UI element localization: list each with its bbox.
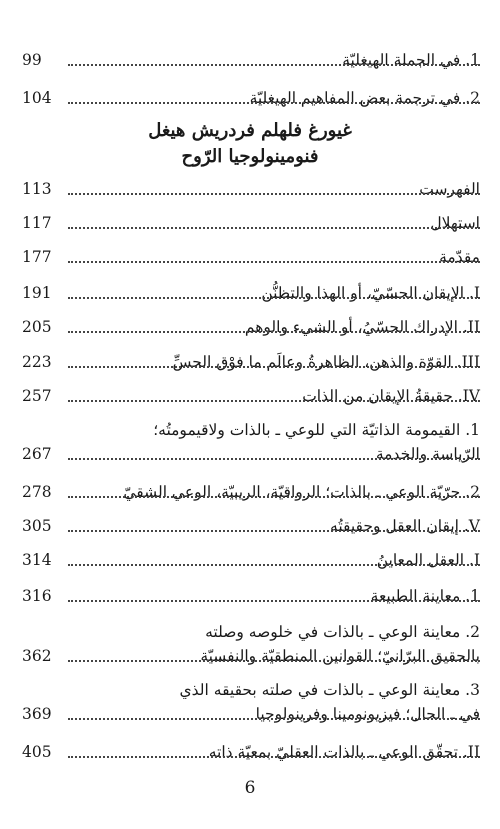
toc-entry [22,740,480,764]
toc-row [22,86,480,110]
toc-entry [22,86,480,110]
toc-row [22,281,480,305]
toc-entry-title: مقدّمة [433,245,480,269]
toc-entry-title: في ـ الحال؛ فيزيونومينا وفرينولوجيا [250,702,480,726]
toc-row [22,177,480,201]
toc-entry [22,514,480,538]
toc-entry-lead-line: 2. معاينة الوعي ـ بالذات في خلوصه وصلته [205,623,480,641]
dot-leader [68,261,480,263]
dot-leader [68,102,480,104]
toc-row [22,315,480,339]
dot-leader [68,64,480,66]
dot-leader [68,496,480,498]
toc-entry-title: الرّياسة والخدمة [370,442,480,466]
toc-entry-title: 1. في الجملة الهيغليّة [336,48,480,72]
toc-row [22,48,480,72]
toc-row [22,480,480,504]
dot-leader [68,366,480,368]
toc-entry-title: استهلال [424,211,480,235]
toc-entry [22,281,480,305]
toc-entry-title: II. تحقّق الوعي ـ بالذات العقليّ بمعيّة ذاته [203,740,480,764]
toc-page-number: 405 [22,743,52,761]
toc-page-number: 205 [22,318,52,336]
toc-row [22,548,480,572]
toc-row [22,644,480,668]
book-author-heading: غيورغ فلهلم فردريش هيغل [148,120,352,141]
dot-leader [68,530,480,532]
dot-leader [68,718,480,720]
toc-entry [22,418,480,466]
toc-entry [22,315,480,339]
toc-row [22,514,480,538]
dot-leader [68,458,480,460]
toc-page-number: 99 [22,51,42,69]
toc-page-number: 177 [22,248,52,266]
toc-page-number: 113 [22,180,52,198]
book-title-heading: فنومينولوجيا الرّوح [181,146,319,167]
dot-leader [68,297,480,299]
toc-entry-title: V. إيقان العقل وحقيقتُه [324,514,480,538]
dot-leader [68,756,480,758]
toc-page-number: 223 [22,353,52,371]
toc-entry [22,480,480,504]
toc-page-number: 369 [22,705,52,723]
toc-entry-title: IV. حقيقةُ الإيقان من الذات [296,384,480,408]
toc-row [22,740,480,764]
toc-entry-lead-line: 3. معاينة الوعي ـ بالذات في صلته بحقيقه الذي [179,681,480,699]
toc-row [22,384,480,408]
toc-entry [22,350,480,374]
toc-row [22,350,480,374]
toc-entry [22,177,480,201]
toc-entry-title: I. العقل المعاينُ [371,548,480,572]
toc-entry-title: الفهرست [413,177,480,201]
toc-entry-lead-line: 1. القيمومة الذاتيّة التي للوعي ـ بالذات ولاقيمومتُه؛ [153,421,480,439]
toc-page-number: 257 [22,387,52,405]
toc-entry [22,211,480,235]
toc-row [22,245,480,269]
toc-page-number: 267 [22,445,52,463]
toc-row [22,211,480,235]
toc-row [22,702,480,726]
toc-row [22,584,480,608]
toc-page-number: 314 [22,551,52,569]
toc-entry-title: I. الإيقان الحسّيّ، أو الهذا والتظنُّن [255,281,480,305]
toc-entry-title: بالحقيق البرّانيّ؛ القوانين المنطقيّة والنفسيّة [194,644,480,668]
toc-entry [22,548,480,572]
toc-entry-title: 2. في ترجمة بعض المفاهيم الهيغليّة [244,86,480,110]
toc-row [22,442,480,466]
toc-entry-title: 2. حرّيّة الوعي ـ بالذات؛ الرواقيّة، الريبيّة، الوعي الشقيّ [117,480,480,504]
toc-entry-title: II. الإدراك الحسّيُ، أو الشيء والوهم [239,315,480,339]
toc-page-number: 305 [22,517,52,535]
toc-entry [22,384,480,408]
toc-entry [22,620,480,668]
page-folio-number: 6 [244,778,256,798]
dot-leader [68,600,480,602]
dot-leader [68,564,480,566]
toc-page-number: 316 [22,587,52,605]
toc-entry-title: III. القوّة والذهن، الظاهرةُ وعالَم ما فوْق الحسِّ [167,350,481,374]
toc-page-number: 191 [22,284,52,302]
dot-leader [68,331,480,333]
toc-entry [22,584,480,608]
toc-page-number: 117 [22,214,52,232]
toc-page-number: 278 [22,483,52,501]
toc-entry-title: 1. معاينة الطبيعة [365,584,480,608]
toc-page-number: 104 [22,89,52,107]
dot-leader [68,660,480,662]
toc-entry [22,48,480,72]
toc-page-number: 362 [22,647,52,665]
toc-entry [22,245,480,269]
dot-leader [68,193,480,195]
dot-leader [68,400,480,402]
toc-entry [22,678,480,726]
dot-leader [68,227,480,229]
